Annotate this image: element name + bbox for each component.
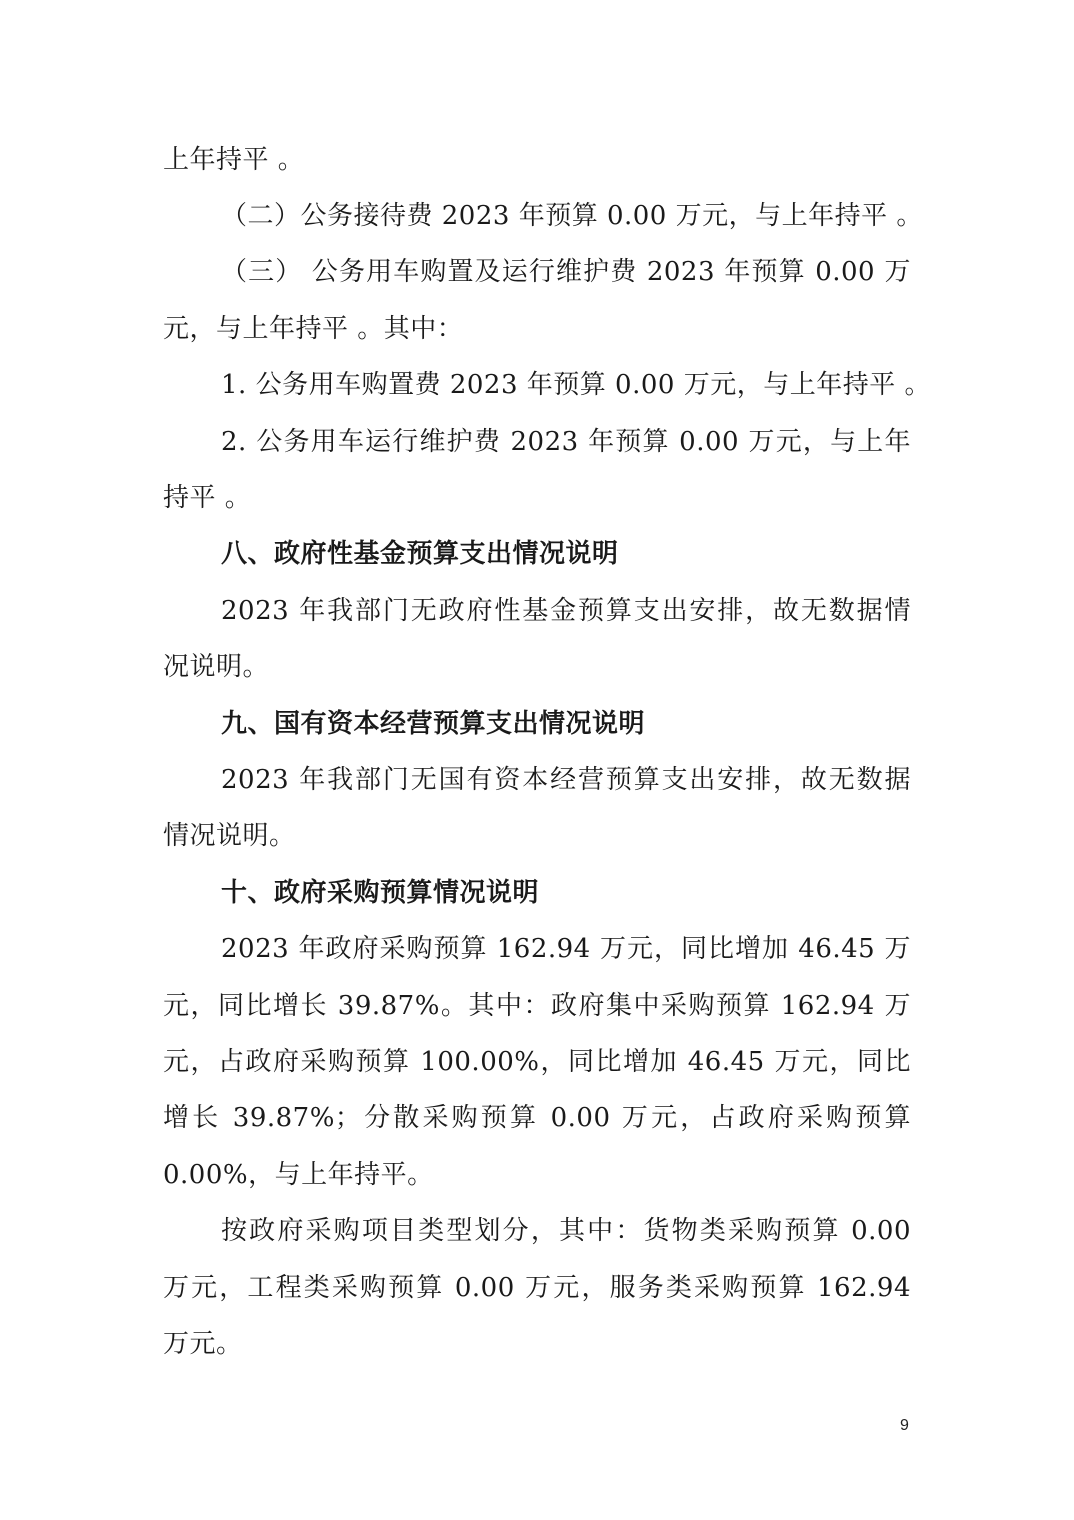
paragraph-line: 万元。 bbox=[163, 1329, 243, 1359]
paragraph-line: （三） 公务用车购置及运行维护费 2023 年预算 0.00 万 bbox=[221, 257, 911, 287]
paragraph-line: 况说明。 bbox=[163, 652, 270, 682]
section-heading: 八、政府性基金预算支出情况说明 bbox=[221, 539, 619, 569]
section-heading: 九、国有资本经营预算支出情况说明 bbox=[221, 709, 646, 739]
paragraph-line: 0.00%，与上年持平。 bbox=[163, 1160, 434, 1190]
paragraph-line: 按政府采购项目类型划分，其中：货物类采购预算 0.00 bbox=[221, 1216, 911, 1246]
paragraph-line: 情况说明。 bbox=[163, 821, 296, 851]
paragraph-line: 元，同比增长 39.87%。其中：政府集中采购预算 162.94 万 bbox=[163, 991, 911, 1021]
paragraph-line: 2. 公务用车运行维护费 2023 年预算 0.00 万元，与上年 bbox=[221, 427, 911, 457]
paragraph-line: 2023 年我部门无政府性基金预算支出安排，故无数据情 bbox=[221, 596, 911, 626]
paragraph-line: （二）公务接待费 2023 年预算 0.00 万元，与上年持平 。 bbox=[221, 201, 923, 231]
page-number: 9 bbox=[900, 1417, 909, 1434]
paragraph-line: 持平 。 bbox=[163, 483, 252, 513]
paragraph-line: 上年持平 。 bbox=[163, 145, 305, 175]
section-heading: 十、政府采购预算情况说明 bbox=[221, 878, 540, 908]
paragraph-line: 元，占政府采购预算 100.00%，同比增加 46.45 万元，同比 bbox=[163, 1047, 911, 1077]
paragraph-line: 增长 39.87%；分散采购预算 0.00 万元，占政府采购预算 bbox=[163, 1103, 911, 1133]
paragraph-line: 2023 年我部门无国有资本经营预算支出安排，故无数据 bbox=[221, 765, 911, 795]
paragraph-line: 1. 公务用车购置费 2023 年预算 0.00 万元，与上年持平 。 bbox=[221, 370, 931, 400]
paragraph-line: 万元，工程类采购预算 0.00 万元，服务类采购预算 162.94 bbox=[163, 1273, 911, 1303]
paragraph-line: 元，与上年持平 。其中： bbox=[163, 314, 464, 344]
paragraph-line: 2023 年政府采购预算 162.94 万元，同比增加 46.45 万 bbox=[221, 934, 911, 964]
